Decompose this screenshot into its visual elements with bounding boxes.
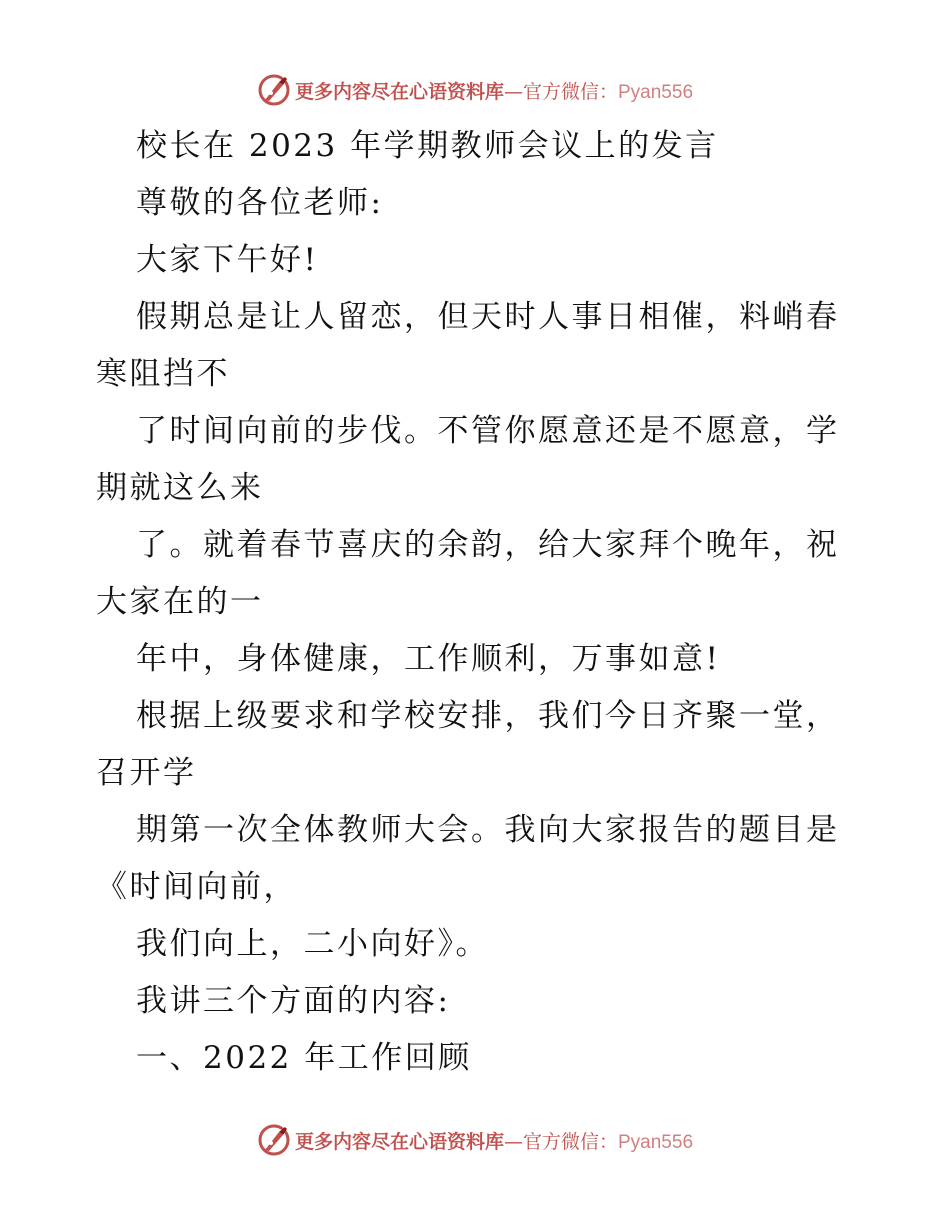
doc-line: 根据上级要求和学校安排，我们今日齐聚一堂， (136, 698, 840, 734)
banner-dash: — (503, 80, 523, 103)
banner-dash: — (503, 1130, 523, 1153)
doc-line: 了时间向前的步伐。不管你愿意还是不愿意，学 (136, 413, 840, 449)
doc-line: 年中，身体健康，工作顺利，万事如意! (136, 641, 721, 677)
quill-pen-logo-icon (257, 1123, 291, 1157)
doc-line: 《时间向前， (96, 869, 297, 905)
doc-line: 假期总是让人留恋，但天时人事日相催，料峭春 (136, 299, 840, 335)
doc-line: 我们向上，二小向好》。 (136, 926, 489, 962)
doc-line: 了。就着春节喜庆的余韵，给大家拜个晚年，祝 (136, 527, 840, 563)
document-body (96, 118, 856, 1087)
doc-title: 校长在 2023 年学期教师会议上的发言 (136, 128, 719, 164)
banner-main-text: 更多内容尽在心语资料库 (294, 80, 504, 103)
banner-sub-text: 官方微信： (522, 1130, 618, 1153)
quill-pen-logo-icon (257, 73, 291, 107)
doc-line: 一、2022 年工作回顾 (136, 1040, 472, 1076)
doc-line: 期就这么来 (96, 470, 264, 506)
banner-sub-text: 官方微信： (522, 80, 618, 103)
doc-line: 尊敬的各位老师: (136, 185, 384, 221)
doc-line: 大家下午好! (136, 242, 319, 278)
doc-line: 期第一次全体教师大会。我向大家报告的题目是 (136, 812, 840, 848)
footer-watermark-banner (0, 1120, 950, 1160)
doc-line: 我讲三个方面的内容: (136, 983, 451, 1019)
doc-line: 寒阻挡不 (96, 356, 230, 392)
doc-line: 大家在的一 (96, 584, 264, 620)
header-watermark-banner (0, 70, 950, 110)
doc-line: 召开学 (96, 755, 197, 791)
banner-wechat-id: Pyan556 (618, 1131, 694, 1153)
banner-main-text: 更多内容尽在心语资料库 (294, 1130, 504, 1153)
banner-wechat-id: Pyan556 (618, 81, 694, 103)
